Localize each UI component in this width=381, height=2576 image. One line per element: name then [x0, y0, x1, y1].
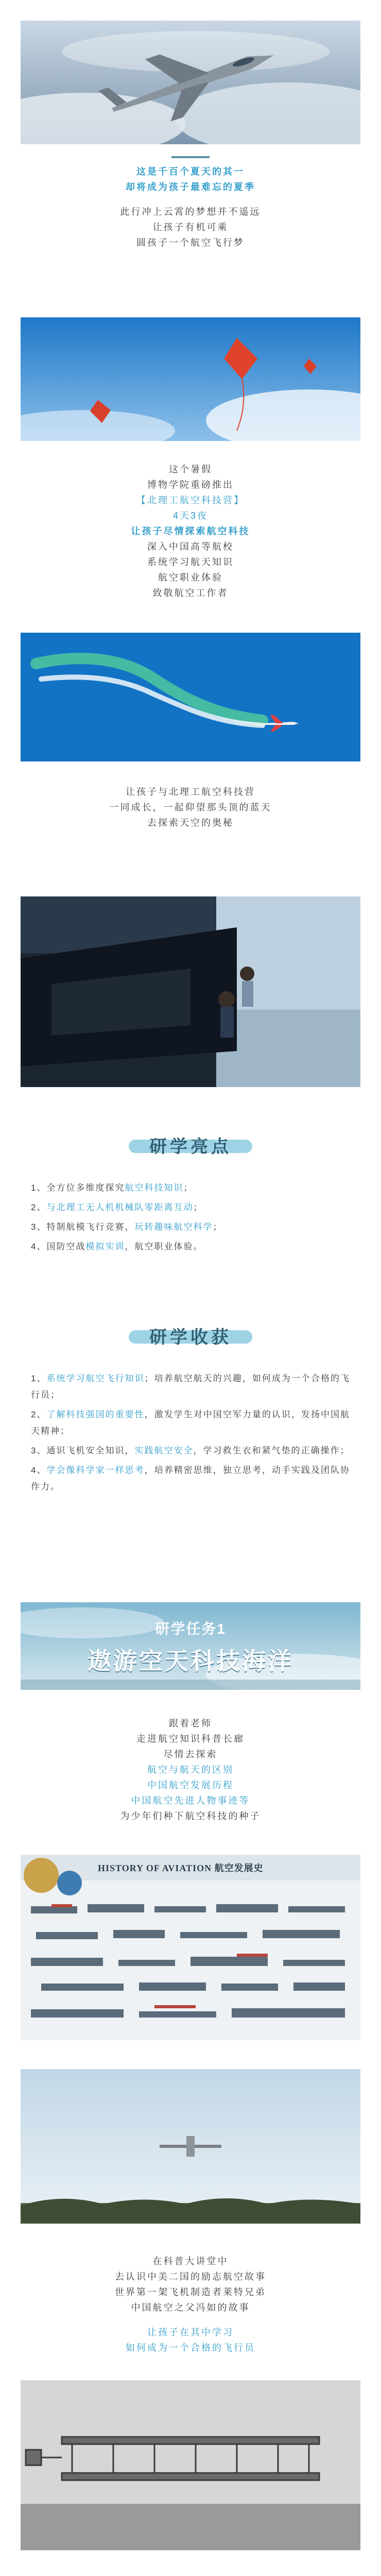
intro-block — [21, 164, 360, 195]
hangar-photo — [21, 896, 360, 1087]
harvest-pre: 3、通识飞机安全知识， — [31, 1446, 135, 1455]
intro-line-2: 却将成为孩子最难忘的夏季 — [126, 182, 255, 192]
announce-after-1: 深入中国高等航校 — [147, 541, 234, 552]
mission-text — [21, 1716, 360, 1824]
mission-line-2: 走进航空知识科普长廊 — [136, 1734, 245, 1744]
announce-after-4: 致敬航空工作者 — [152, 588, 229, 598]
announce-after-2: 系统学习航天知识 — [147, 557, 234, 567]
highlight-pre: 1、全方位多维度探究 — [31, 1183, 125, 1193]
harvest-post: ，学习救生衣和紧气垫的正确操作； — [193, 1446, 350, 1455]
intro-body — [21, 204, 360, 250]
class-spacer — [21, 2315, 360, 2325]
harvest-pre: 4、 — [31, 1465, 47, 1475]
intro-line-1: 这是千百个夏天的其一 — [136, 166, 245, 177]
class-hl-1: 让孩子在其中学习 — [147, 2327, 234, 2337]
harvest-item — [31, 1443, 350, 1459]
growth-line-3: 去探索天空的奥秘 — [147, 818, 234, 828]
highlight-item — [31, 1219, 350, 1235]
harvest-post: ；培养航空航天的兴趣，如何成为一个合格的飞行员； — [31, 1374, 351, 1400]
intro-body-line-1: 此行冲上云霄的梦想并不遥远 — [120, 207, 261, 217]
airplane-sky-photo — [21, 2069, 360, 2224]
wright-flyer-photo — [21, 2380, 360, 2550]
highlight-item — [31, 1239, 350, 1255]
class-line-4: 中国航空之父冯如的故事 — [131, 2302, 250, 2313]
harvest-title: 研学收获 — [149, 1328, 232, 1347]
harvest-key: 了解科技强国的重要性 — [46, 1410, 145, 1419]
harvest-key: 学会像科学家一样思考 — [46, 1465, 145, 1475]
harvest-list — [31, 1370, 350, 1498]
harvest-item — [31, 1370, 350, 1403]
harvest-key: 实践航空安全 — [134, 1446, 194, 1455]
harvest-item — [31, 1406, 350, 1439]
intro-body-line-2: 让孩子有机可乘 — [152, 222, 229, 232]
growth-block — [21, 784, 360, 831]
mission-hl-1: 航空与航天的区别 — [147, 1765, 234, 1775]
class-line-3: 世界第一架飞机制造者莱特兄弟 — [115, 2287, 266, 2297]
class-line-2: 去认识中美二国的励志航空故事 — [115, 2272, 266, 2282]
intro-body-line-3: 圆孩子一个航空飞行梦 — [136, 238, 245, 248]
mission-label: 研学任务1 — [155, 1621, 226, 1637]
mission-hl-3: 中国航空先进人物事迹等 — [131, 1795, 250, 1806]
announce-hl-3: 让孩子尽情探索航空科技 — [131, 526, 250, 536]
harvest-item — [31, 1462, 350, 1495]
harvest-heading — [0, 1319, 381, 1352]
highlights-title: 研学亮点 — [149, 1137, 232, 1157]
mission-after-1: 为少年们种下航空科技的种子 — [120, 1811, 261, 1821]
harvest-post: ，培养精密思维，独立思考，动手实践及团队协作力。 — [31, 1465, 351, 1492]
class-hl-2: 如何成为一个合格的飞行员 — [126, 2343, 255, 2353]
highlight-key: 与北理工无人机机械队零距离互动 — [46, 1202, 194, 1212]
announce-line-1: 这个暑假 — [169, 464, 212, 474]
airshow-photo — [21, 633, 360, 761]
harvest-key: 系统学习航空飞行知识 — [46, 1374, 145, 1383]
harvest-pre: 1、 — [31, 1374, 47, 1383]
highlights-heading — [0, 1128, 381, 1162]
announce-after-3: 航空职业体验 — [158, 572, 223, 583]
mission-line-1: 跟着老师 — [169, 1718, 212, 1728]
announce-line-2: 博物学院重磅推出 — [147, 480, 234, 490]
highlight-pre: 2、 — [31, 1202, 47, 1212]
harvest-post: ，激发学生对中国空军力量的认识，发扬中国航天精神； — [31, 1410, 351, 1436]
jet-photo — [21, 21, 360, 144]
harvest-pre: 2、 — [31, 1410, 47, 1419]
highlight-key: 玩转趣味航空科学 — [134, 1222, 213, 1232]
class-line-1: 在科普大讲堂中 — [152, 2256, 229, 2266]
highlight-pre: 4、国防空战 — [31, 1242, 86, 1251]
announce-block — [21, 462, 360, 601]
harvest-badge — [129, 1319, 252, 1352]
highlight-key: 航空科技知识 — [125, 1183, 184, 1193]
highlights-list — [31, 1180, 350, 1258]
poster-title: HISTORY OF AVIATION 航空发展史 — [98, 1863, 264, 1873]
class-text — [21, 2253, 360, 2355]
highlights-badge — [129, 1128, 252, 1162]
highlight-item — [31, 1199, 350, 1216]
highlight-post: ，航空职业体验。 — [125, 1242, 203, 1251]
mission-title: 遨游空天科技海洋 — [88, 1648, 293, 1674]
mission-banner — [21, 1602, 360, 1690]
highlight-post: ； — [183, 1183, 194, 1193]
highlight-pre: 3、特制航模飞行竞赛， — [31, 1222, 135, 1232]
highlight-post: ； — [193, 1202, 203, 1212]
growth-line-1: 让孩子与北理工航空科技营 — [126, 787, 255, 797]
highlight-item — [31, 1180, 350, 1196]
kites-photo — [21, 317, 360, 441]
aviation-poster — [21, 1855, 360, 2040]
highlight-post: ； — [213, 1222, 223, 1232]
mission-line-3: 尽情去探索 — [163, 1749, 218, 1759]
highlight-key: 模拟实训 — [85, 1242, 125, 1251]
announce-hl-2: 4天3夜 — [172, 511, 209, 521]
announce-hl-1: 【北理工航空科技营】 — [136, 495, 245, 505]
divider-rule — [171, 156, 210, 158]
growth-line-2: 一同成长，一起仰望那头顶的蓝天 — [109, 802, 272, 812]
mission-hl-2: 中国航空发展历程 — [147, 1780, 234, 1790]
